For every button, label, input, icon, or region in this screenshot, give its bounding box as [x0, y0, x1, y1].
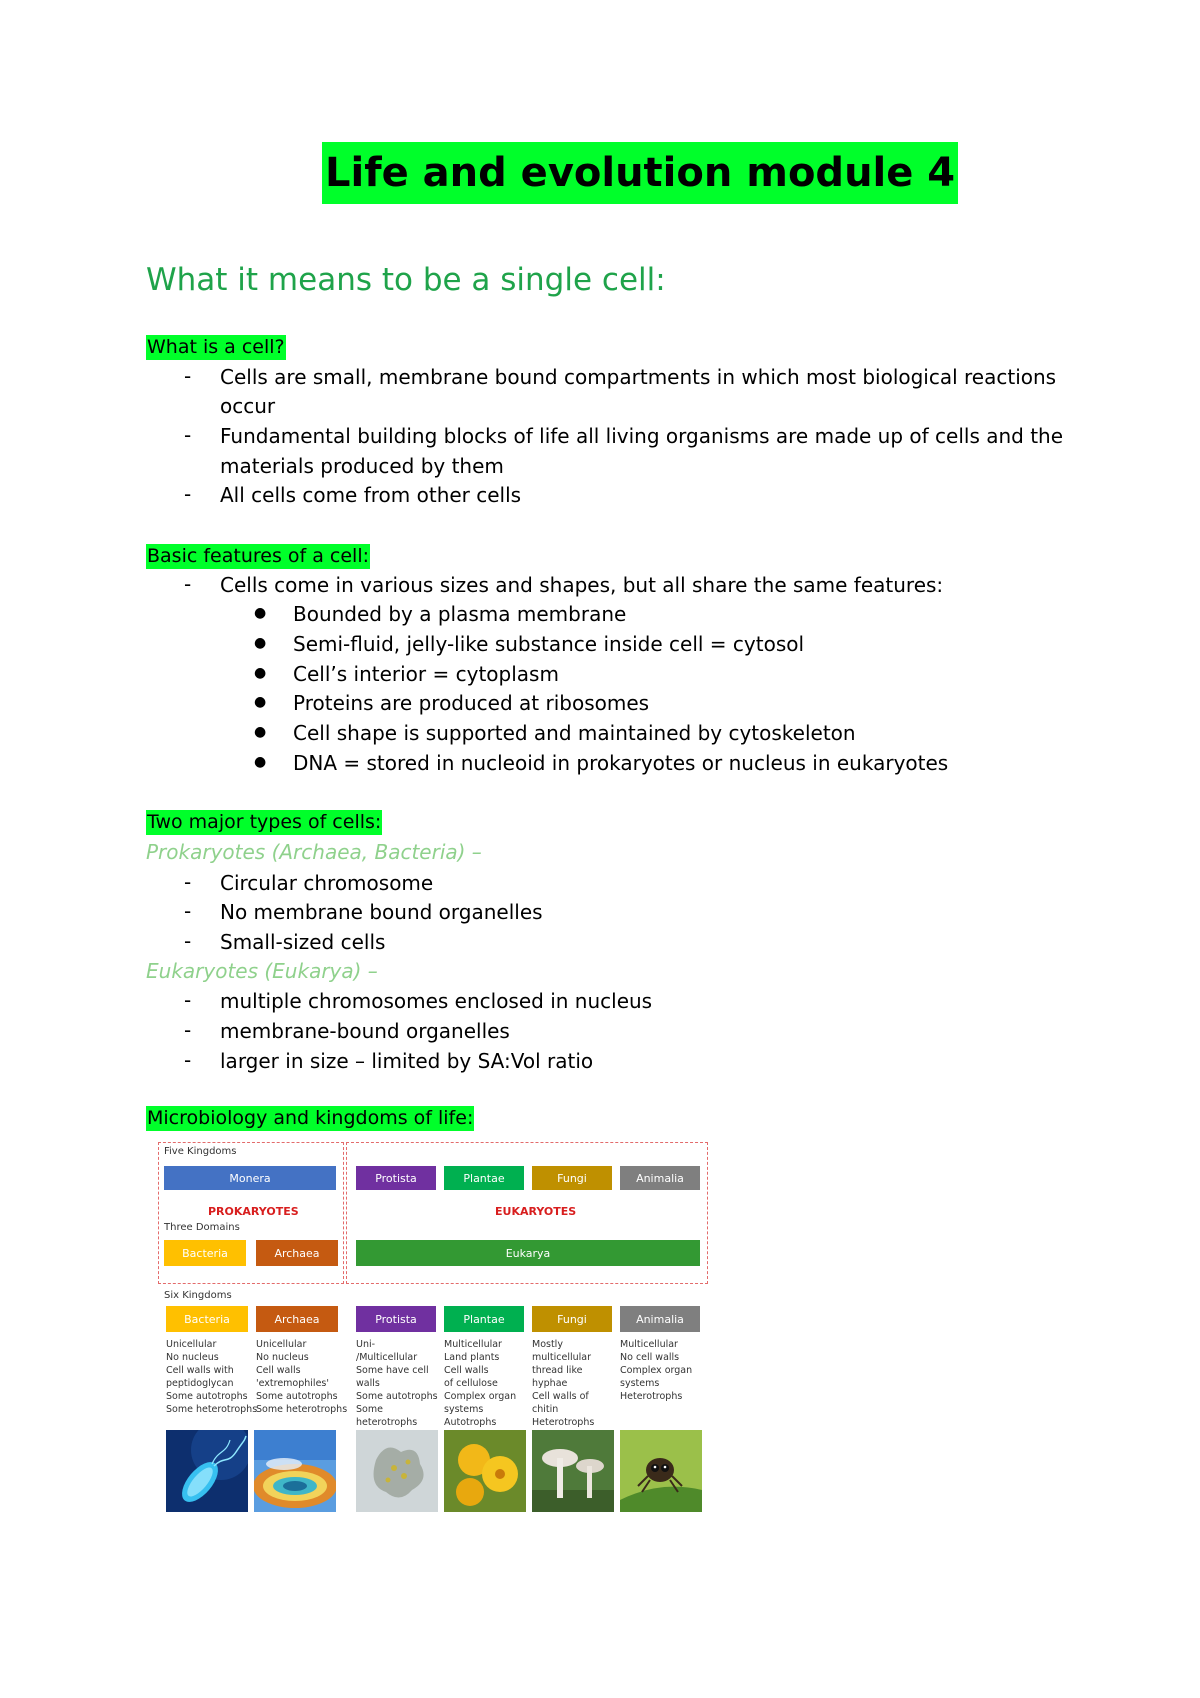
dash-bullet: - — [184, 1018, 192, 1042]
archaea-box: Archaea — [256, 1240, 338, 1266]
list-item: Cells come in various sizes and shapes, but all share the same features: — [220, 573, 944, 597]
three-domains-label: Three Domains — [164, 1222, 240, 1233]
dash-bullet: - — [184, 482, 192, 506]
animalia-box-six: Animalia — [620, 1306, 700, 1332]
fungi-description: Mostly multicellular thread like hyphae Cell walls of chitin Heterotrophs — [532, 1339, 595, 1428]
fungi-box: Fungi — [532, 1166, 612, 1190]
list-item: Cell’s interior = cytoplasm — [293, 662, 559, 686]
prokaryotes-subheading: Prokaryotes (Archaea, Bacteria) – — [146, 840, 482, 864]
kingdoms-diagram — [150, 1140, 710, 1520]
dash-bullet: - — [184, 899, 192, 923]
bacteria-photo — [166, 1430, 248, 1512]
page-title: Life and evolution module 4 — [322, 142, 958, 204]
bullet-icon: ● — [254, 754, 267, 770]
list-item: Small-sized cells — [220, 930, 386, 954]
list-item: No membrane bound organelles — [220, 900, 543, 924]
list-item: multiple chromosomes enclosed in nucleus — [220, 989, 653, 1013]
list-item: larger in size – limited by SA:Vol ratio — [220, 1049, 594, 1073]
dash-bullet: - — [184, 988, 192, 1012]
list-item-continued: occur — [220, 394, 276, 418]
dash-bullet: - — [184, 870, 192, 894]
bacteria-box-six: Bacteria — [166, 1306, 248, 1332]
protista-description: Uni- /Multicellular Some have cell walls Some autotrophs Some heterotrophs — [356, 1339, 438, 1428]
bacteria-description: Unicellular No nucleus Cell walls with peptidoglycan Some autotrophs Some heterotrophs — [166, 1339, 258, 1415]
bacteria-box: Bacteria — [164, 1240, 246, 1266]
bullet-icon: ● — [254, 635, 267, 651]
bullet-icon: ● — [254, 605, 267, 621]
list-item: Cells are small, membrane bound compartments in which most biological reactions — [220, 365, 1057, 389]
heading-basic-features: Basic features of a cell: — [147, 545, 370, 567]
dash-bullet: - — [184, 423, 192, 447]
plantae-box-six: Plantae — [444, 1306, 524, 1332]
list-item: Proteins are produced at ribosomes — [293, 691, 650, 715]
eukaryotes-label: EUKARYOTES — [495, 1205, 577, 1218]
protista-box-six: Protista — [356, 1306, 436, 1332]
protista-box: Protista — [356, 1166, 436, 1190]
animalia-photo — [620, 1430, 702, 1512]
bullet-icon: ● — [254, 724, 267, 740]
monera-box: Monera — [164, 1166, 336, 1190]
archaea-description: Unicellular No nucleus Cell walls 'extremophiles' Some autotrophs Some heterotrophs — [256, 1339, 348, 1415]
plantae-photo — [444, 1430, 526, 1512]
plantae-box: Plantae — [444, 1166, 524, 1190]
bullet-icon: ● — [254, 665, 267, 681]
bullet-icon: ● — [254, 694, 267, 710]
six-kingdoms-label: Six Kingdoms — [164, 1290, 232, 1301]
fungi-box-six: Fungi — [532, 1306, 612, 1332]
five-kingdoms-label: Five Kingdoms — [164, 1146, 237, 1157]
list-item: Cell shape is supported and maintained by cytoskeleton — [293, 721, 856, 745]
list-item: membrane-bound organelles — [220, 1019, 510, 1043]
heading-two-major-types: Two major types of cells: — [147, 811, 382, 833]
dash-bullet: - — [184, 929, 192, 953]
list-item: Fundamental building blocks of life all living organisms are made up of cells and the — [220, 424, 1064, 448]
heading-what-is-a-cell: What is a cell? — [147, 336, 285, 358]
plantae-description: Multicellular Land plants Cell walls of cellulose Complex organ systems Autotrophs — [444, 1339, 517, 1428]
list-item-continued: materials produced by them — [220, 454, 504, 478]
archaea-photo — [254, 1430, 336, 1512]
prokaryotes-label: PROKARYOTES — [208, 1205, 299, 1218]
heading-microbiology: Microbiology and kingdoms of life: — [147, 1107, 474, 1129]
list-item: Semi-fluid, jelly-like substance inside cell = cytosol — [293, 632, 805, 656]
protista-photo — [356, 1430, 438, 1512]
archaea-box-six: Archaea — [256, 1306, 338, 1332]
list-item: Bounded by a plasma membrane — [293, 602, 627, 626]
animalia-description: Multicellular No cell walls Complex organ systems Heterotrophs — [620, 1339, 693, 1402]
fungi-photo — [532, 1430, 614, 1512]
list-item: All cells come from other cells — [220, 483, 522, 507]
list-item: DNA = stored in nucleoid in prokaryotes or nucleus in eukaryotes — [293, 751, 949, 775]
dash-bullet: - — [184, 364, 192, 388]
eukarya-box: Eukarya — [356, 1240, 700, 1266]
dash-bullet: - — [184, 1048, 192, 1072]
animalia-box: Animalia — [620, 1166, 700, 1190]
section-heading: What it means to be a single cell: — [146, 262, 666, 298]
dash-bullet: - — [184, 572, 192, 596]
eukaryotes-subheading: Eukaryotes (Eukarya) – — [146, 959, 378, 983]
list-item: Circular chromosome — [220, 871, 434, 895]
